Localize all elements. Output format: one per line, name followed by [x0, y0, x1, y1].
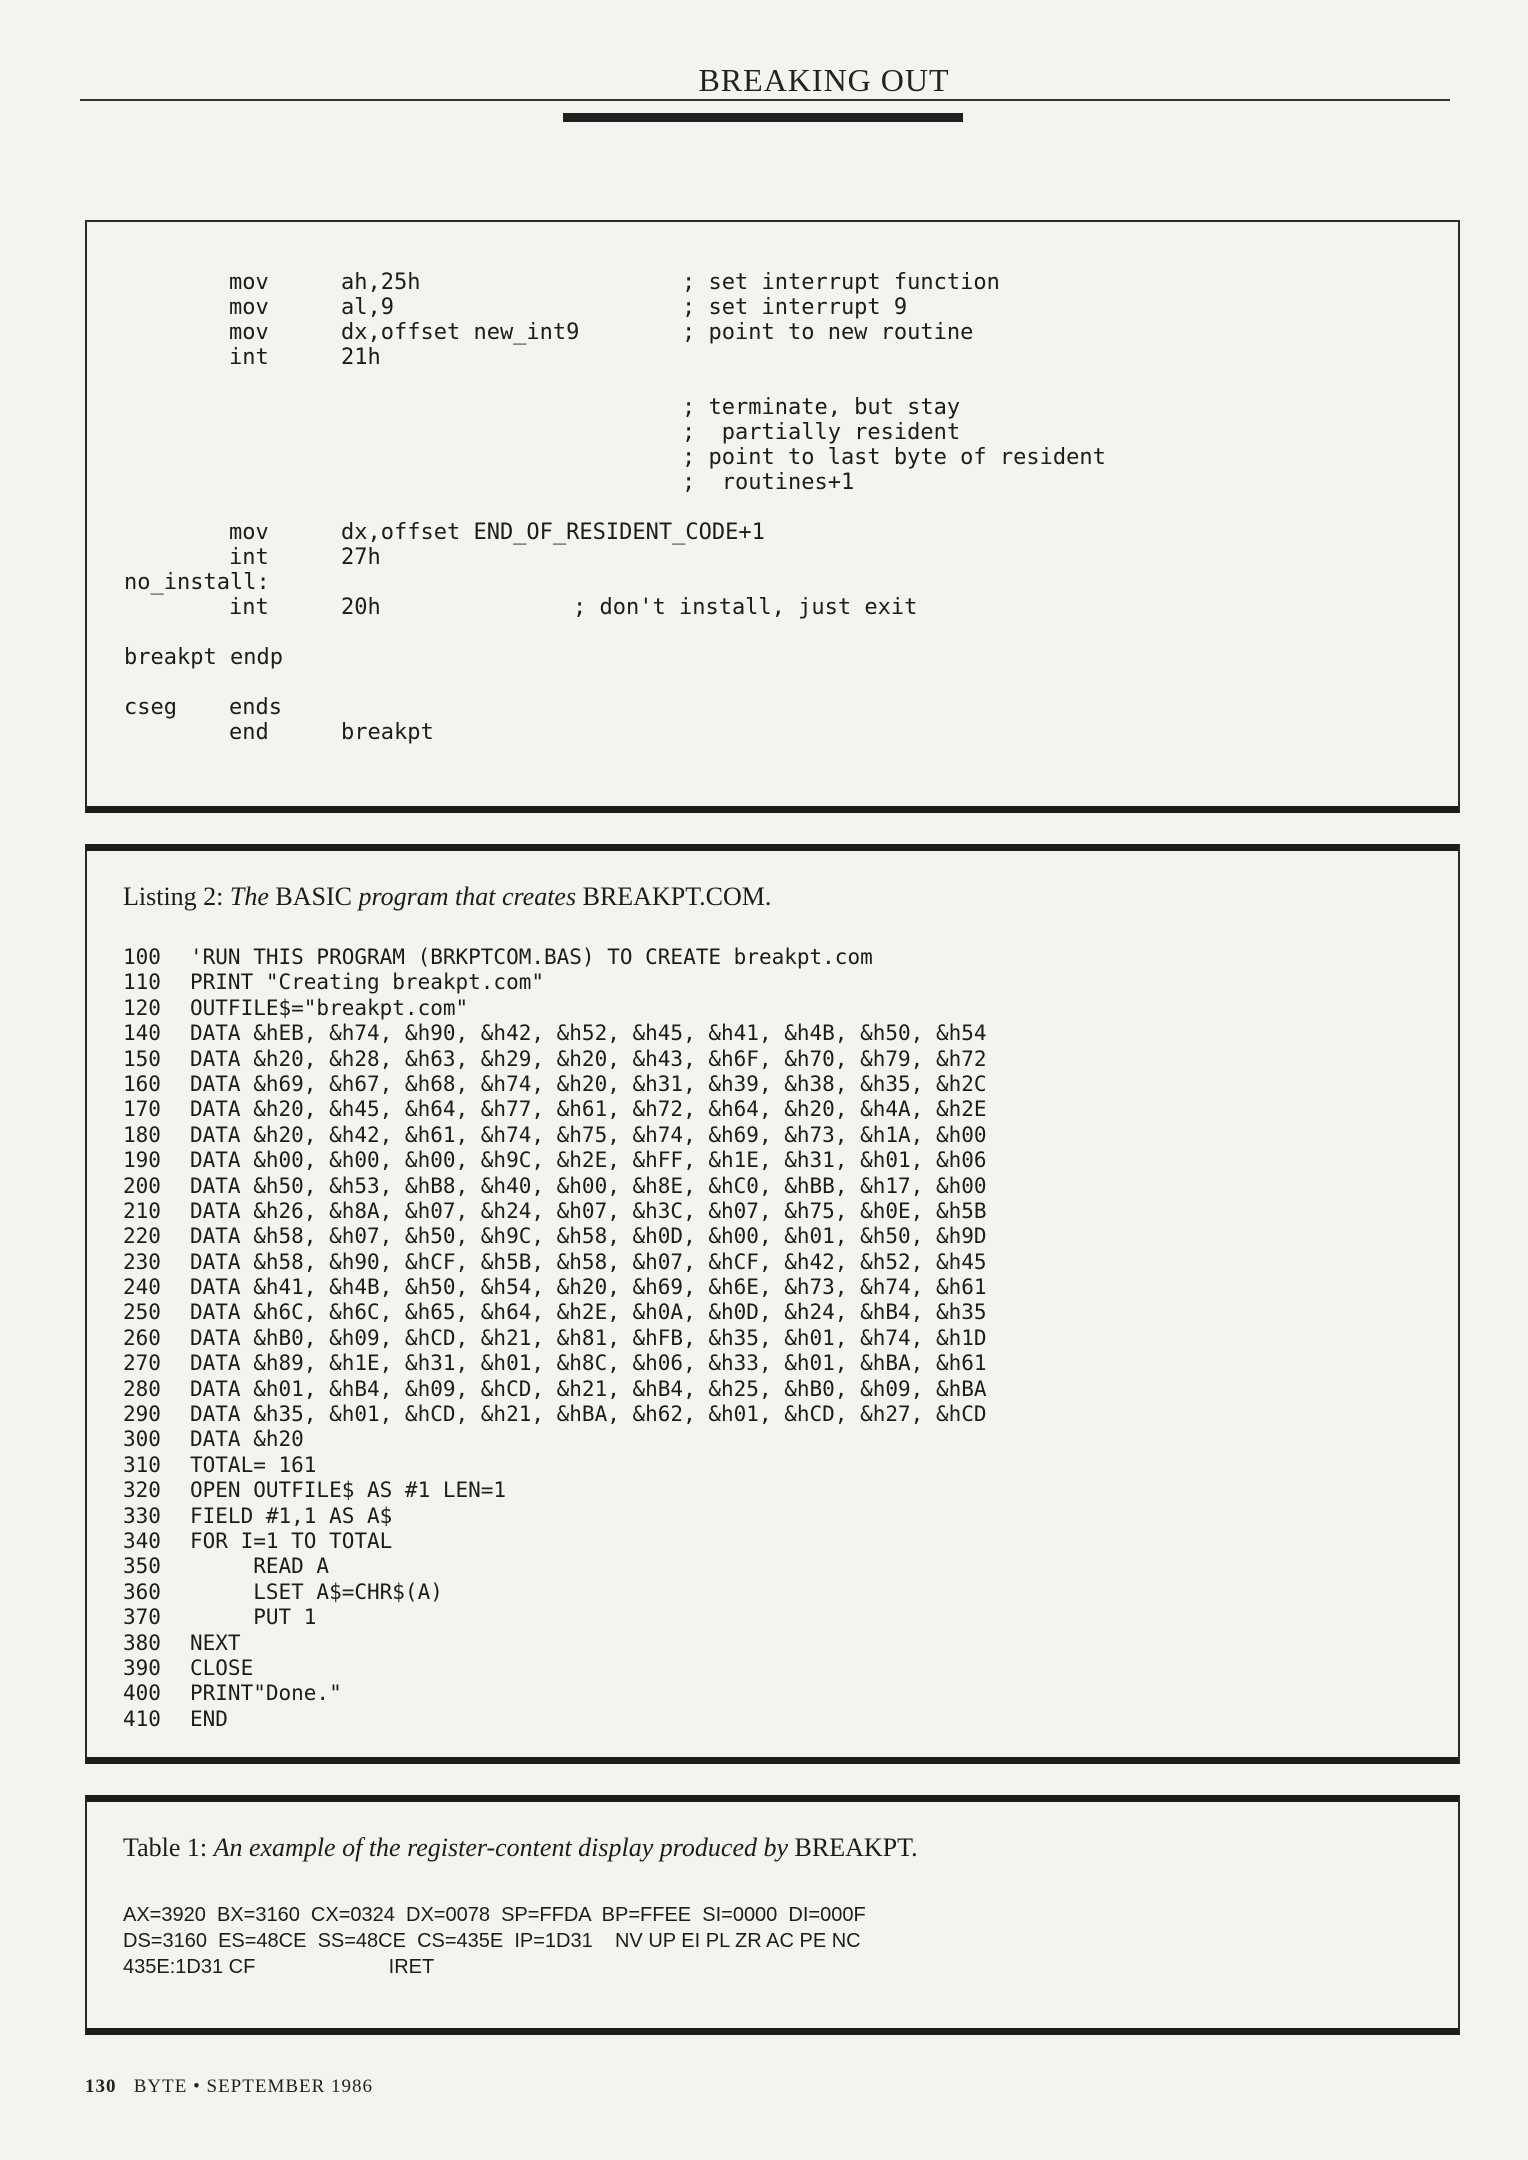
asm-c4-text: ; terminate, but stay [682, 395, 961, 420]
footer-text: BYTE • SEPTEMBER 1986 [133, 2076, 374, 2097]
asm-c2-text: int [229, 345, 269, 370]
code-line [123, 1681, 987, 1706]
line-number: 170 [123, 1097, 161, 1122]
line-number: 180 [123, 1122, 161, 1147]
code-line [123, 1580, 987, 1605]
line-number: 100 [123, 945, 161, 969]
code-line [123, 1402, 987, 1427]
line-code: TOTAL= 161 [190, 1452, 317, 1477]
line-code: DATA &h58, &h90, &hCF, &h5B, &h58, &h07, &hCF, &h42, &h52, &h45 [190, 1249, 987, 1274]
code-line [123, 1478, 987, 1503]
line-number: 300 [123, 1427, 161, 1452]
caption-end: BREAKPT.COM. [582, 882, 772, 911]
asm-c1-text: cseg [124, 695, 177, 720]
asm-c1-text: breakpt endp [124, 645, 283, 670]
code-line [123, 1199, 987, 1224]
asm-c3-text: 27h [341, 545, 381, 570]
line-number: 290 [123, 1402, 161, 1427]
caption-end: BREAKPT. [794, 1833, 918, 1862]
line-number: 330 [123, 1503, 161, 1528]
code-line [123, 1072, 987, 1097]
code-line [123, 1554, 987, 1579]
line-number: 150 [123, 1046, 161, 1071]
code-line [123, 970, 987, 995]
asm-c4-text: ; routines+1 [682, 470, 855, 495]
line-number: 340 [123, 1528, 161, 1553]
line-code: DATA &h89, &h1E, &h31, &h01, &h8C, &h06, &h33, &h01, &hBA, &h61 [190, 1351, 987, 1376]
asm-c5-text: ; don't install, just exit [573, 595, 918, 620]
asm-c2-text: mov [229, 270, 269, 295]
assembly-listing-box [85, 220, 1460, 813]
header-rule [80, 99, 1450, 101]
line-code: NEXT [190, 1630, 241, 1655]
line-number: 270 [123, 1351, 161, 1376]
register-display [123, 1902, 866, 1980]
line-number: 240 [123, 1275, 161, 1300]
line-code: OUTFILE$="breakpt.com" [190, 995, 469, 1020]
register-row: AX=3920 BX=3160 CX=0324 DX=0078 SP=FFDA BP=FFEE SI=0000 DI=000F [123, 1904, 866, 1926]
caption-italic: An example of the register-content display produced by [213, 1833, 789, 1862]
asm-c2-text: int [229, 595, 269, 620]
line-number: 120 [123, 995, 161, 1020]
code-line [123, 1047, 987, 1072]
line-number: 230 [123, 1249, 161, 1274]
code-line [123, 1656, 987, 1681]
line-number: 110 [123, 970, 161, 995]
line-code: DATA &h20, &h42, &h61, &h74, &h75, &h74, &h69, &h73, &h1A, &h00 [190, 1122, 987, 1147]
asm-c4-text: ; set interrupt 9 [682, 295, 908, 320]
asm-c2-text: mov [229, 320, 269, 345]
code-line [123, 996, 987, 1021]
asm-c4-text: ; point to new routine [682, 320, 974, 345]
line-number: 350 [123, 1554, 161, 1579]
asm-c3-text: breakpt [341, 720, 434, 745]
code-line [123, 1504, 987, 1529]
page-number: 130 [85, 2076, 117, 2097]
caption-italic-2: program that creates [358, 882, 577, 911]
code-line [123, 1097, 987, 1122]
code-line [123, 1326, 987, 1351]
line-code: DATA &hEB, &h74, &h90, &h42, &h52, &h45, &h41, &h4B, &h50, &h54 [190, 1021, 987, 1046]
line-code: DATA &h35, &h01, &hCD, &h21, &hBA, &h62, &h01, &hCD, &h27, &hCD [190, 1402, 987, 1427]
line-code: 'RUN THIS PROGRAM (BRKPTCOM.BAS) TO CREATE breakpt.com [190, 945, 873, 969]
asm-c3-text: 21h [341, 345, 381, 370]
asm-c4-text: ; partially resident [682, 420, 961, 445]
code-line [123, 1021, 987, 1046]
code-line [123, 1148, 987, 1173]
line-number: 200 [123, 1173, 161, 1198]
asm-c3-text: 20h [341, 595, 381, 620]
asm-c2-text: end [229, 720, 269, 745]
line-code: DATA &h41, &h4B, &h50, &h54, &h20, &h69, &h6E, &h73, &h74, &h61 [190, 1275, 987, 1300]
line-code: DATA &hB0, &h09, &hCD, &h21, &h81, &hFB, &h35, &h01, &h74, &h1D [190, 1325, 987, 1350]
line-code: CLOSE [190, 1655, 254, 1680]
caption-italic: The [229, 882, 269, 911]
caption-mid: BASIC [275, 882, 352, 911]
line-number: 370 [123, 1605, 161, 1630]
line-number: 250 [123, 1300, 161, 1325]
line-number: 410 [123, 1706, 161, 1731]
code-line [123, 1351, 987, 1376]
line-code: PRINT "Creating breakpt.com" [190, 970, 545, 995]
line-code: PUT 1 [190, 1605, 317, 1630]
line-number: 190 [123, 1148, 161, 1173]
line-number: 310 [123, 1452, 161, 1477]
line-code: DATA &h50, &h53, &hB8, &h40, &h00, &h8E, &hC0, &hBB, &h17, &h00 [190, 1173, 987, 1198]
line-code: DATA &h01, &hB4, &h09, &hCD, &h21, &hB4, &h25, &hB0, &h09, &hBA [190, 1376, 987, 1401]
asm-c1-text: no_install: [124, 570, 270, 595]
line-number: 360 [123, 1579, 161, 1604]
code-line [123, 945, 987, 970]
line-code: DATA &h20, &h28, &h63, &h29, &h20, &h43, &h6F, &h70, &h79, &h72 [190, 1046, 987, 1071]
line-number: 220 [123, 1224, 161, 1249]
page-footer [85, 2076, 373, 2098]
line-code: FIELD #1,1 AS A$ [190, 1503, 393, 1528]
basic-code-lines [123, 945, 987, 1732]
code-line [123, 1300, 987, 1325]
line-code: END [190, 1706, 228, 1731]
line-code: DATA &h00, &h00, &h00, &h9C, &h2E, &hFF, &h1E, &h31, &h01, &h06 [190, 1148, 987, 1173]
table-1-box [85, 1795, 1460, 2035]
code-line [123, 1605, 987, 1630]
asm-c3-text: dx,offset END_OF_RESIDENT_CODE+1 [341, 520, 765, 545]
line-number: 380 [123, 1630, 161, 1655]
code-line [123, 1123, 987, 1148]
line-code: DATA &h58, &h07, &h50, &h9C, &h58, &h0D, &h00, &h01, &h50, &h9D [190, 1224, 987, 1249]
header-bar [563, 113, 963, 122]
line-code: DATA &h20 [190, 1427, 304, 1452]
line-code: FOR I=1 TO TOTAL [190, 1528, 393, 1553]
line-code: OPEN OUTFILE$ AS #1 LEN=1 [190, 1478, 507, 1503]
listing-2-caption [123, 881, 771, 913]
code-line [123, 1427, 987, 1452]
code-line [123, 1707, 987, 1732]
line-number: 260 [123, 1325, 161, 1350]
asm-c3-text: ah,25h [341, 270, 421, 295]
asm-c2-text: mov [229, 295, 269, 320]
page-header-title: BREAKING OUT [698, 62, 950, 98]
line-code: READ A [190, 1554, 330, 1579]
line-number: 140 [123, 1021, 161, 1046]
code-line [123, 1631, 987, 1656]
code-line [123, 1377, 987, 1402]
asm-c3-text: al,9 [341, 295, 394, 320]
line-number: 400 [123, 1681, 161, 1706]
line-number: 210 [123, 1198, 161, 1223]
asm-c3-text: dx,offset new_int9 [341, 320, 580, 345]
line-code: DATA &h26, &h8A, &h07, &h24, &h07, &h3C, &h07, &h75, &h0E, &h5B [190, 1198, 987, 1223]
asm-c2-text: int [229, 545, 269, 570]
line-number: 390 [123, 1655, 161, 1680]
asm-c4-text: ; set interrupt function [682, 270, 1000, 295]
asm-c2-text: mov [229, 520, 269, 545]
code-line [123, 1529, 987, 1554]
asm-c4-text: ; point to last byte of resident [682, 445, 1106, 470]
line-code: PRINT"Done." [190, 1681, 342, 1706]
code-line [123, 1224, 987, 1249]
table-1-caption [123, 1832, 918, 1864]
register-row: DS=3160 ES=48CE SS=48CE CS=435E IP=1D31 NV UP EI PL ZR AC PE NC [123, 1930, 861, 1952]
code-line [123, 1250, 987, 1275]
code-line [123, 1275, 987, 1300]
code-line [123, 1174, 987, 1199]
line-code: DATA &h20, &h45, &h64, &h77, &h61, &h72, &h64, &h20, &h4A, &h2E [190, 1097, 987, 1122]
line-number: 160 [123, 1071, 161, 1096]
line-number: 320 [123, 1478, 161, 1503]
asm-c2-text: ends [229, 695, 282, 720]
line-code: LSET A$=CHR$(A) [190, 1579, 443, 1604]
register-row: 435E:1D31 CF IRET [123, 1956, 435, 1978]
line-number: 280 [123, 1376, 161, 1401]
caption-label: Table 1: [123, 1833, 208, 1862]
listing-2-box [85, 844, 1460, 1764]
caption-label: Listing 2: [123, 882, 224, 911]
line-code: DATA &h69, &h67, &h68, &h74, &h20, &h31, &h39, &h38, &h35, &h2C [190, 1071, 987, 1096]
code-line [123, 1453, 987, 1478]
line-code: DATA &h6C, &h6C, &h65, &h64, &h2E, &h0A, &h0D, &h24, &hB4, &h35 [190, 1300, 987, 1325]
